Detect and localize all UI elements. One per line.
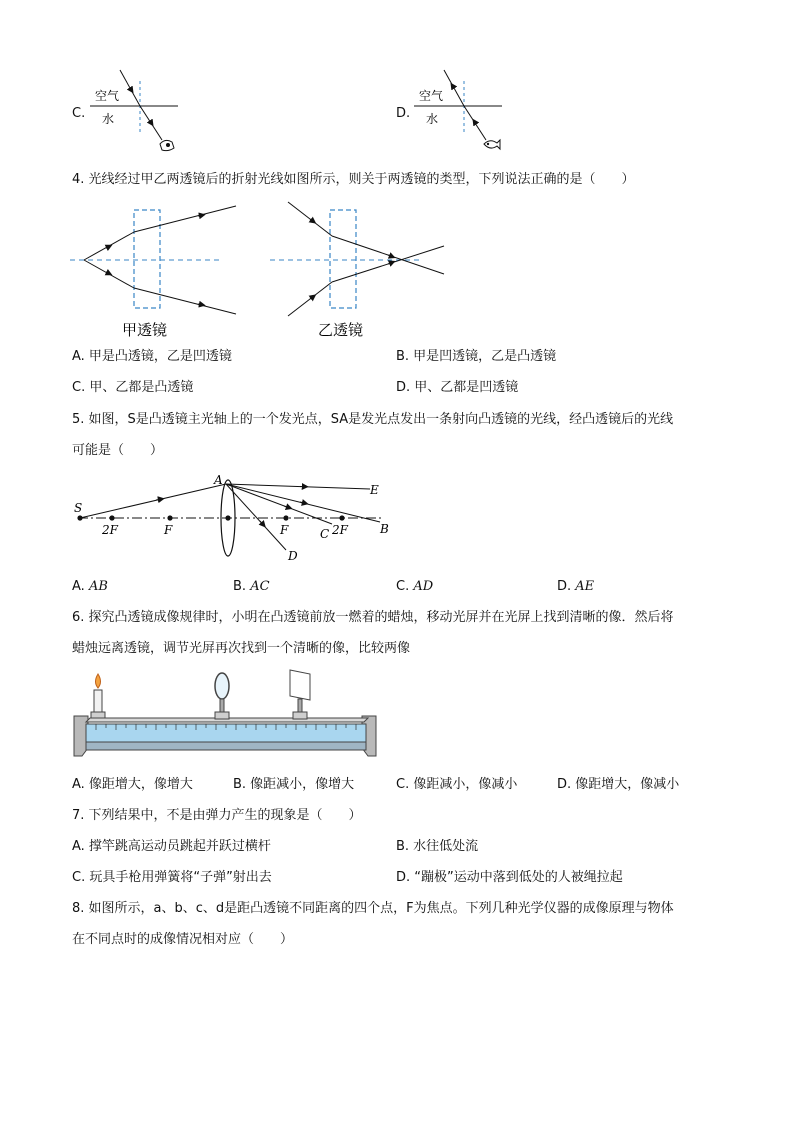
left-2f-label: 2F: [102, 523, 118, 537]
question-8-stem-line1: 8. 如图所示，a、b、c、d是距凸透镜不同距离的四个点，F为焦点。下列几种光学仪器的成像原理与物体: [72, 901, 674, 916]
q3-option-d-letter: D.: [396, 106, 411, 121]
question-4-stem: 4. 光线经过甲乙两透镜后的折射光线如图所示，则关于两透镜的类型，下列说法正确的是（ ）: [72, 172, 635, 187]
yi-lens-label: 乙透镜: [318, 321, 364, 339]
air-label: 空气: [95, 89, 120, 103]
q3-option-c-figure: [90, 66, 190, 161]
left-f-label: F: [164, 523, 173, 537]
point-a-label: A: [214, 473, 223, 487]
point-b-label: B: [380, 522, 389, 536]
q7-option-d: D. “蹦极”运动中落到低处的人被绳拉起: [396, 870, 623, 885]
air-label: 空气: [419, 89, 444, 103]
q3-option-d-figure: [414, 66, 514, 161]
question-6-stem-line1: 6. 探究凸透镜成像规律时，小明在凸透镜前放一燃着的蜡烛，移动光屏并在光屏上找到清晰的像．然后将: [72, 610, 674, 625]
point-s-label: S: [74, 501, 83, 515]
q6-option-b: B. 像距减小，像增大: [233, 777, 355, 792]
q4-option-b: B. 甲是凹透镜，乙是凸透镜: [396, 349, 557, 364]
q5-option-c: C. AD: [396, 579, 434, 594]
convex-lens-icon: [215, 673, 229, 719]
fish-icon: [484, 140, 500, 149]
q3-option-c-letter: C.: [72, 106, 86, 121]
q7-option-b: B. 水往低处流: [396, 839, 479, 854]
point-c-label: C: [320, 527, 330, 541]
q5-convex-lens-figure: [70, 472, 400, 567]
eye-icon: [160, 140, 174, 150]
q6-option-c: C. 像距减小，像减小: [396, 777, 518, 792]
light-screen-icon: [290, 670, 310, 719]
q4-option-a: A. 甲是凸透镜，乙是凹透镜: [72, 349, 232, 364]
q7-option-c: C. 玩具手枪用弹簧将“子弹”射出去: [72, 870, 272, 885]
right-f-label: F: [280, 523, 289, 537]
q6-optical-bench-figure: [72, 666, 382, 766]
q7-option-a: A. 撑竿跳高运动员跳起并跃过横杆: [72, 839, 271, 854]
water-label: 水: [102, 112, 115, 126]
question-5-stem-line1: 5. 如图，S是凸透镜主光轴上的一个发光点，SA是发光点发出一条射向凸透镜的光线，经凸透镜后的光线: [72, 412, 674, 427]
water-label: 水: [426, 112, 439, 126]
q5-option-b: B. AC: [233, 579, 270, 594]
candle-icon: [91, 674, 105, 718]
right-2f-label: 2F: [332, 523, 348, 537]
q4-option-d: D. 甲、乙都是凹透镜: [396, 380, 519, 395]
question-6-stem-line2: 蜡烛远离透镜，调节光屏再次找到一个清晰的像，比较两像: [72, 641, 411, 656]
q6-option-a: A. 像距增大，像增大: [72, 777, 193, 792]
question-7-stem: 7. 下列结果中，不是由弹力产生的现象是（ ）: [72, 808, 362, 823]
q4-option-c: C. 甲、乙都是凸透镜: [72, 380, 194, 395]
question-8-stem-line2: 在不同点时的成像情况相对应（ ）: [72, 932, 294, 947]
point-e-label: E: [370, 483, 379, 497]
q6-option-d: D. 像距增大，像减小: [557, 777, 680, 792]
point-d-label: D: [288, 549, 298, 563]
q5-option-a: A. AB: [72, 579, 108, 594]
q5-option-d: D. AE: [557, 579, 595, 594]
jia-lens-label: 甲透镜: [122, 321, 168, 339]
q4-lens-figure: [70, 196, 460, 346]
question-5-stem-line2: 可能是（ ）: [72, 443, 164, 458]
